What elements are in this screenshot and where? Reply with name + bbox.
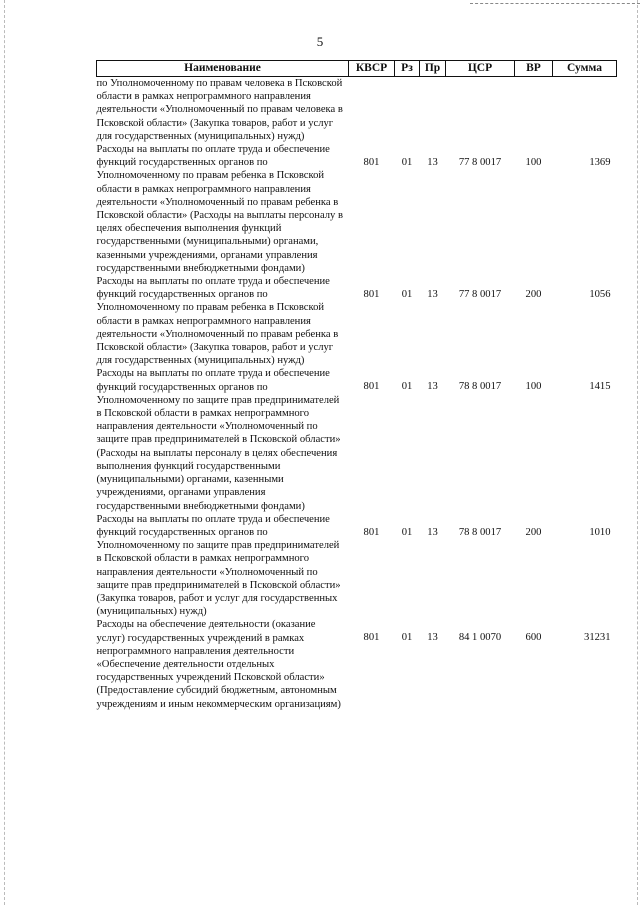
row-csr: 78 8 0017 [458,526,502,538]
row-rz: 01 [401,381,413,393]
row-kvsr: 801 [363,381,380,393]
row-sum: 31231 [584,632,611,644]
row-vr [515,77,553,144]
row-name: Расходы на обеспечение деятельности (оказание услуг) государственных учреждений в рамках непрограммного направления деятельности «Обеспечение деятельности отдельных государственных учреждений Псковской области» (Предоставление субсидий бюджетным, автономным учреждениям и иным некоммерческим организациям) [96,619,341,710]
row-pr: 13 [427,632,438,644]
budget-table [96,60,617,711]
row-pr: 13 [427,157,438,169]
header-row [97,61,617,77]
row-vr: 600 [525,632,542,644]
page-number: 5 [316,34,324,49]
row-rz [395,77,420,144]
row-pr: 13 [427,381,438,393]
row-sum: 1415 [589,381,611,393]
row-csr: 77 8 0017 [458,157,502,169]
row-sum: 1010 [589,526,611,538]
scan-edge-right [637,0,638,905]
row-pr [420,77,446,144]
row-sum [553,77,617,144]
row-sum: 1369 [589,157,611,169]
row-name: Расходы на выплаты по оплате труда и обеспечение функций государственных органов по Уполномоченному по защите прав предпринимателей в Псковской области в рамках непрограммного направления деятельности «Уполномоченный по защите прав предпринимателей в Псковской области» (Расходы на выплаты персоналу в целях обеспечения выполнения функций государственными (муниципальными) органами, казенными учреждениями, органами управления государственными внебюджетными фондами) [96,368,341,512]
row-csr: 84 1 0070 [458,632,502,644]
header-csr: ЦСР [446,61,515,77]
table-row [97,143,617,275]
row-pr: 13 [427,289,438,301]
table-row [97,513,617,619]
header-sum: Сумма [553,61,617,77]
row-rz: 01 [401,289,413,301]
table-row [97,77,617,144]
table-header [97,61,617,77]
row-rz: 01 [401,157,413,169]
row-vr: 200 [525,526,542,538]
row-name: Расходы на выплаты по оплате труда и обеспечение функций государственных органов по Уполномоченному по защите прав предпринимателей в Псковской области в рамках непрограммного направления деятельности «Уполномоченный по защите прав предпринимателей в Псковской области» (Закупка товаров, работ и услуг для государственных (муниципальных) нужд) [96,513,341,618]
row-csr: 77 8 0017 [458,289,502,301]
row-name: Расходы на выплаты по оплате труда и обеспечение функций государственных органов по Уполномоченному по правам ребенка в Псковской области в рамках непрограммного направления деятельности «Уполномоченный по правам ребенка в Псковской области» (Расходы на выплаты персоналу в целях обеспечения выполнения функций государственными (муниципальными) органами, казенными учреждениями, органами управления государственными внебюджетными фондами) [96,144,343,274]
table-row [97,367,617,512]
row-vr: 200 [525,289,542,301]
row-rz: 01 [401,632,413,644]
top-rule [470,3,640,4]
row-name: Расходы на выплаты по оплате труда и обеспечение функций государственных органов по Уполномоченному по правам ребенка в Псковской области в рамках непрограммного направления деятельности «Уполномоченный по правам ребенка в Псковской области» (Закупка товаров, работ и услуг для государственных (муниципальных) нужд) [96,276,339,367]
row-vr: 100 [525,157,542,169]
header-vr: ВР [515,61,553,77]
row-kvsr: 801 [363,632,380,644]
table-row [97,618,617,710]
header-kvsr: КВСР [349,61,395,77]
row-csr [446,77,515,144]
row-rz: 01 [401,526,413,538]
row-sum: 1056 [589,289,611,301]
row-kvsr [349,77,395,144]
row-pr: 13 [427,526,438,538]
row-name: по Уполномоченному по правам человека в Псковской области в рамках непрограммного направления деятельности «Уполномоченный по правам человека в Псковской области» (Закупка товаров, работ и услуг для государственных (муниципальных) нужд) [96,78,343,142]
row-vr: 100 [525,381,542,393]
row-kvsr: 801 [363,526,380,538]
scan-edge-left [4,0,5,905]
header-name: Наименование [97,61,349,77]
header-rz: Рз [395,61,420,77]
row-kvsr: 801 [363,157,380,169]
table-row [97,275,617,367]
row-kvsr: 801 [363,289,380,301]
table-body [97,77,617,711]
header-pr: Пр [420,61,446,77]
row-csr: 78 8 0017 [458,381,502,393]
